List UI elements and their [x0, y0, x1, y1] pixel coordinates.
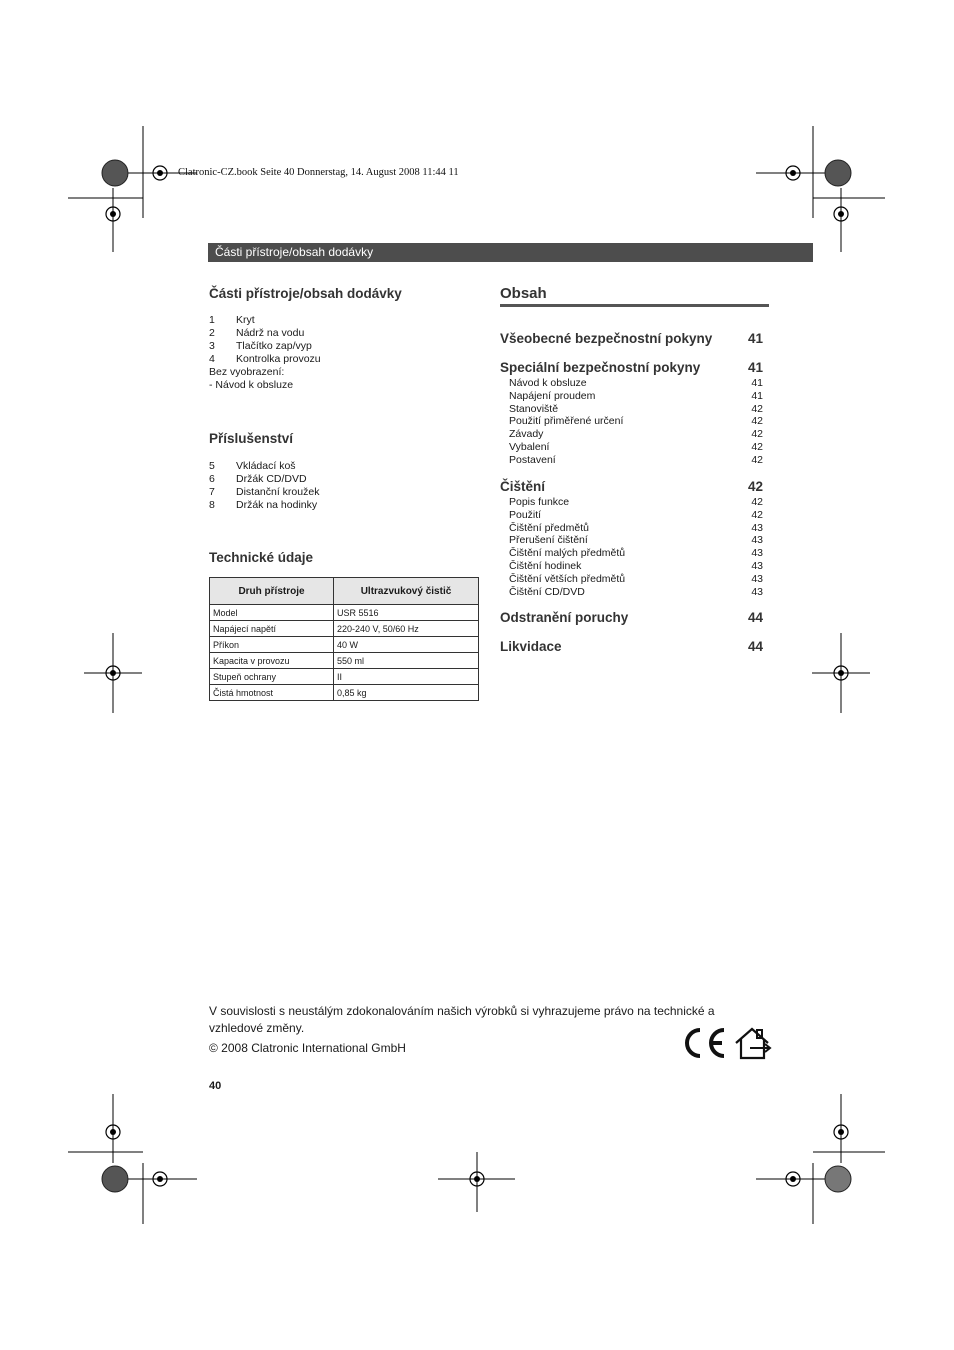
spec-label: Model	[210, 605, 334, 621]
house-symbol-icon	[734, 1026, 772, 1062]
registration-mark-icon	[790, 170, 796, 176]
toc-sublist	[509, 496, 763, 598]
parts-title: Části přístroje/obsah dodávky	[209, 286, 402, 301]
toc-entry: Čištění malých předmětů 43	[509, 547, 763, 560]
toc-entry: Postavení 42	[509, 453, 763, 466]
spec-value: II	[334, 669, 479, 685]
registration-mark-icon	[157, 1176, 163, 1182]
toc-section-heading: Likvidace 44	[500, 639, 763, 654]
toc-sublist	[509, 377, 763, 467]
toc-entry: Vybalení 42	[509, 440, 763, 453]
spec-label: Příkon	[210, 637, 334, 653]
toc-section-heading: Čištění 42	[500, 479, 763, 494]
spec-value: USR 5516	[334, 605, 479, 621]
spec-value: 40 W	[334, 637, 479, 653]
toc-entry: Závady 42	[509, 428, 763, 441]
registration-mark-icon	[110, 670, 116, 676]
specs-col-label-header: Druh přístroje	[210, 578, 334, 605]
toc-entry: Čištění hodinek 43	[509, 559, 763, 572]
section-header-bar	[208, 243, 813, 262]
registration-mark-icon	[838, 670, 844, 676]
registration-mark-icon	[110, 1129, 116, 1135]
list-item: 8 Držák na hodinky	[209, 499, 318, 511]
registration-mark-icon	[157, 170, 163, 176]
accessories-list	[209, 460, 469, 512]
not-shown-label: Bez vyobrazení:	[209, 366, 285, 378]
accessories-title: Příslušenství	[209, 431, 294, 446]
registration-mark-icon	[790, 1176, 796, 1182]
toc-title: Obsah	[500, 285, 547, 302]
registration-mark-icon	[838, 211, 844, 217]
toc-section-heading: Všeobecné bezpečnostní pokyny 41	[500, 331, 763, 346]
list-item: 4 Kontrolka provozu	[209, 353, 321, 365]
specs-col-value-header: Ultrazvukový čistič	[334, 578, 479, 605]
toc-entry: Použití 42	[509, 508, 763, 521]
specs-table	[209, 577, 479, 701]
list-item: 3 Tlačítko zap/vyp	[209, 340, 312, 352]
registration-mark-icon	[110, 211, 116, 217]
list-item: 1 Kryt	[209, 314, 255, 326]
table-row	[210, 637, 479, 653]
spec-value: 220-240 V, 50/60 Hz	[334, 621, 479, 637]
print-info: Clatronic-CZ.book Seite 40 Donnerstag, 14. August 2008 11:44 11	[178, 167, 459, 178]
toc-section-heading: Speciální bezpečnostní pokyny 41	[500, 360, 763, 375]
registration-mark-icon	[838, 1129, 844, 1135]
table-row	[210, 685, 479, 701]
section-header-text: Části přístroje/obsah dodávky	[215, 245, 374, 259]
toc-title-rule	[500, 304, 769, 307]
registration-mark-icon	[474, 1176, 480, 1182]
page-number: 40	[209, 1080, 222, 1092]
toc-entry: Přerušení čištění 43	[509, 534, 763, 547]
specs-title: Technické údaje	[209, 550, 314, 565]
toc-entry: Čištění větších předmětů 43	[509, 572, 763, 585]
toc-entry: Napájení proudem 41	[509, 389, 763, 402]
specs-table-wrap	[209, 577, 479, 701]
spec-label: Čistá hmotnost	[210, 685, 334, 701]
spec-value: 0,85 kg	[334, 685, 479, 701]
table-row	[210, 621, 479, 637]
table-row	[210, 669, 479, 685]
toc-section-heading: Odstranění poruchy 44	[500, 610, 763, 625]
table-row	[210, 653, 479, 669]
list-item: 6 Držák CD/DVD	[209, 473, 307, 485]
toc-entry: Popis funkce 42	[509, 496, 763, 508]
toc-entry: Čištění předmětů 43	[509, 521, 763, 534]
change-notice: V souvislosti s neustálým zdokonalováním našich výrobků si vyhrazujeme právo na technické a vzhledové změny.	[209, 1004, 715, 1035]
spec-label: Kapacita v provozu	[210, 653, 334, 669]
spec-label: Napájecí napětí	[210, 621, 334, 637]
parts-list	[209, 314, 469, 392]
table-header-row	[210, 578, 479, 605]
toc-entry: Použití přiměřené určení 42	[509, 415, 763, 428]
toc-entry: Stanoviště 42	[509, 402, 763, 415]
spec-label: Stupeň ochrany	[210, 669, 334, 685]
spec-value: 550 ml	[334, 653, 479, 669]
list-item: 5 Vkládací koš	[209, 460, 296, 472]
not-shown-item: - Návod k obsluze	[209, 379, 294, 391]
list-item: 7 Distanční kroužek	[209, 486, 320, 498]
table-row	[210, 605, 479, 621]
copyright: © 2008 Clatronic International GmbH	[209, 1041, 406, 1055]
toc-entry: Čištění CD/DVD 43	[509, 585, 763, 598]
list-item: 2 Nádrž na vodu	[209, 327, 305, 339]
toc-entry: Návod k obsluze 41	[509, 377, 763, 389]
